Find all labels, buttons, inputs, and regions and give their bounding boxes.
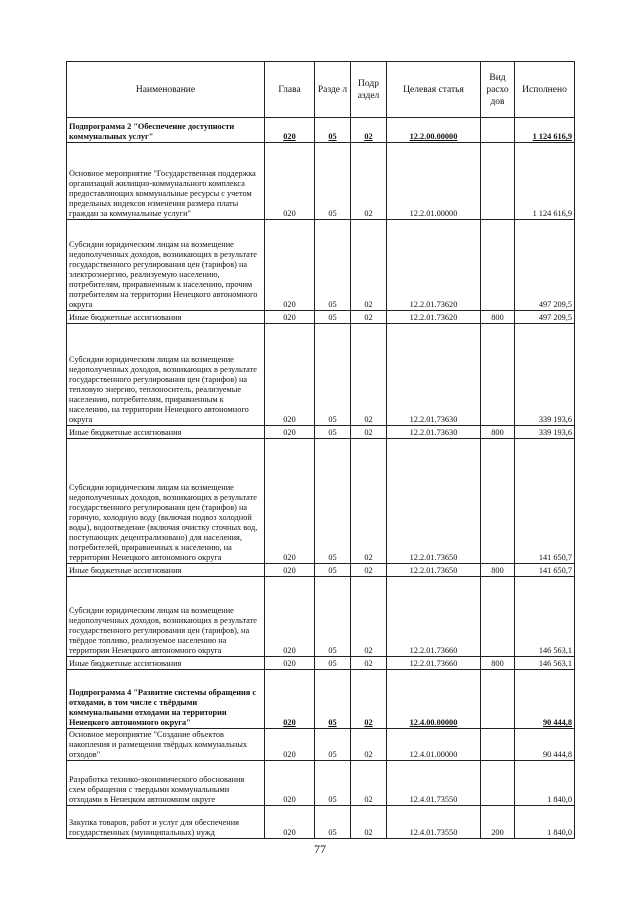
row-amount: 146 563,1 bbox=[515, 657, 575, 670]
row-amount: 90 444,8 bbox=[515, 670, 575, 729]
row-chapter: 020 bbox=[265, 670, 315, 729]
row-section: 05 bbox=[315, 439, 351, 564]
row-amount: 339 193,6 bbox=[515, 324, 575, 426]
row-amount: 1 840,0 bbox=[515, 761, 575, 806]
row-subsection: 02 bbox=[351, 143, 387, 220]
row-expense-type: 800 bbox=[481, 311, 515, 324]
row-amount: 1 124 616,9 bbox=[515, 143, 575, 220]
row-chapter: 020 bbox=[265, 220, 315, 311]
table-row bbox=[67, 439, 575, 564]
row-subsection: 02 bbox=[351, 670, 387, 729]
header-section: Разде л bbox=[315, 62, 351, 118]
row-expense-type bbox=[481, 439, 515, 564]
row-chapter: 020 bbox=[265, 729, 315, 761]
row-expense-type: 800 bbox=[481, 564, 515, 577]
row-name: Иные бюджетные ассигнования bbox=[67, 564, 265, 577]
row-expense-type bbox=[481, 324, 515, 426]
row-chapter: 020 bbox=[265, 143, 315, 220]
table-row bbox=[67, 670, 575, 729]
row-target: 12.2.01.73620 bbox=[387, 311, 481, 324]
row-section: 05 bbox=[315, 220, 351, 311]
budget-table bbox=[66, 61, 575, 839]
row-section: 05 bbox=[315, 143, 351, 220]
row-chapter: 020 bbox=[265, 426, 315, 439]
table-row bbox=[67, 729, 575, 761]
row-subsection: 02 bbox=[351, 311, 387, 324]
row-section: 05 bbox=[315, 564, 351, 577]
row-name: Субсидии юридическим лицам на возмещение недополученных доходов, возникающих в результате государственного регулирования цен (тарифов) на тепловую энергию, теплоноситель, реализуемые населению, потребителям, приравненным к населению, на территории Ненецкого автономного округа bbox=[67, 324, 265, 426]
row-subsection: 02 bbox=[351, 564, 387, 577]
row-chapter: 020 bbox=[265, 577, 315, 657]
row-chapter: 020 bbox=[265, 761, 315, 806]
row-section: 05 bbox=[315, 311, 351, 324]
row-expense-type: 800 bbox=[481, 426, 515, 439]
header-chapter: Глава bbox=[265, 62, 315, 118]
row-expense-type bbox=[481, 761, 515, 806]
page-number: 77 bbox=[314, 842, 326, 856]
row-expense-type bbox=[481, 577, 515, 657]
table-row bbox=[67, 311, 575, 324]
row-expense-type bbox=[481, 729, 515, 761]
row-chapter: 020 bbox=[265, 324, 315, 426]
row-expense-type bbox=[481, 670, 515, 729]
row-expense-type: 200 bbox=[481, 806, 515, 839]
row-section: 05 bbox=[315, 577, 351, 657]
table-row bbox=[67, 806, 575, 839]
table-row bbox=[67, 657, 575, 670]
row-name: Разработка технико-экономического обоснования схем обращения с твердыми коммунальными отходами в Ненецком автономном округе bbox=[67, 761, 265, 806]
row-name: Подпрограмма 2 "Обеспечение доступности коммунальных услуг" bbox=[67, 118, 265, 143]
row-chapter: 020 bbox=[265, 564, 315, 577]
table-row bbox=[67, 577, 575, 657]
row-name: Субсидии юридическим лицам на возмещение недополученных доходов, возникающих в результате государственного регулирования цен (тарифов), на твёрдое топливо, реализуемое населению на территории Ненецкого автономного округа bbox=[67, 577, 265, 657]
row-chapter: 020 bbox=[265, 657, 315, 670]
table-row bbox=[67, 761, 575, 806]
row-name: Закупка товаров, работ и услуг для обеспечения государственных (муниципальных) нужд bbox=[67, 806, 265, 839]
table-row bbox=[67, 564, 575, 577]
row-section: 05 bbox=[315, 426, 351, 439]
row-section: 05 bbox=[315, 657, 351, 670]
row-chapter: 020 bbox=[265, 806, 315, 839]
row-name: Основное мероприятие "Государственная поддержка организаций жилищно-коммунального комплекса предоставляющих коммунальные ресурсы с учетом предельных индексов изменения размера платы граждан за коммунальные услуги" bbox=[67, 143, 265, 220]
header-executed: Исполнено bbox=[515, 62, 575, 118]
row-subsection: 02 bbox=[351, 761, 387, 806]
row-expense-type bbox=[481, 143, 515, 220]
row-target: 12.2.01.73650 bbox=[387, 564, 481, 577]
row-target: 12.2.01.73650 bbox=[387, 439, 481, 564]
table-row bbox=[67, 324, 575, 426]
row-name: Подпрограмма 4 "Развитие системы обращения с отходами, в том числе с твёрдыми коммунальными отходами на территории Ненецкого автономного округа" bbox=[67, 670, 265, 729]
header-expense-type: Вид расхо дов bbox=[481, 62, 515, 118]
row-name: Субсидии юридическим лицам на возмещение недополученных доходов, возникающих в результате государственного регулирования цен (тарифов) на электроэнергию, реализуемую населению, потребителям, приравненным к населению, прочим потребителям на территории Ненецкого автономного округа bbox=[67, 220, 265, 311]
row-section: 05 bbox=[315, 670, 351, 729]
row-name: Иные бюджетные ассигнования bbox=[67, 426, 265, 439]
row-target: 12.2.01.73630 bbox=[387, 324, 481, 426]
row-name: Иные бюджетные ассигнования bbox=[67, 657, 265, 670]
row-amount: 141 650,7 bbox=[515, 564, 575, 577]
header-subsection: Подр аздел bbox=[351, 62, 387, 118]
table-row bbox=[67, 118, 575, 143]
row-section: 05 bbox=[315, 118, 351, 143]
row-target: 12.4.01.73550 bbox=[387, 806, 481, 839]
row-name: Основное мероприятие "Создание объектов накопления и размещения твёрдых коммунальных отходов" bbox=[67, 729, 265, 761]
table-row bbox=[67, 220, 575, 311]
row-amount: 497 209,5 bbox=[515, 220, 575, 311]
row-name: Иные бюджетные ассигнования bbox=[67, 311, 265, 324]
row-amount: 90 444,8 bbox=[515, 729, 575, 761]
row-section: 05 bbox=[315, 729, 351, 761]
row-name: Субсидии юридическим лицам на возмещение недополученных доходов, возникающих в результате государственного регулирования цен (тарифов) на горячую, холодную воду (включая подвоз холодной воды), водоотведение (включая очистку сточных вод, поступающих децентрализовано) для населения, потребителей, приравненных к населению, на территории Ненецкого автономного округа bbox=[67, 439, 265, 564]
row-target: 12.2.01.73660 bbox=[387, 577, 481, 657]
row-expense-type bbox=[481, 118, 515, 143]
row-subsection: 02 bbox=[351, 439, 387, 564]
row-target: 12.4.00.00000 bbox=[387, 670, 481, 729]
row-target: 12.4.01.73550 bbox=[387, 761, 481, 806]
row-amount: 1 840,0 bbox=[515, 806, 575, 839]
row-chapter: 020 bbox=[265, 311, 315, 324]
row-subsection: 02 bbox=[351, 118, 387, 143]
row-target: 12.2.00.00000 bbox=[387, 118, 481, 143]
table-header-row bbox=[67, 62, 575, 118]
table-row bbox=[67, 426, 575, 439]
row-subsection: 02 bbox=[351, 426, 387, 439]
row-subsection: 02 bbox=[351, 577, 387, 657]
row-subsection: 02 bbox=[351, 324, 387, 426]
table-row bbox=[67, 143, 575, 220]
row-section: 05 bbox=[315, 761, 351, 806]
row-target: 12.2.01.73620 bbox=[387, 220, 481, 311]
row-chapter: 020 bbox=[265, 118, 315, 143]
header-target: Целевая статья bbox=[387, 62, 481, 118]
row-amount: 141 650,7 bbox=[515, 439, 575, 564]
row-target: 12.2.01.73630 bbox=[387, 426, 481, 439]
row-subsection: 02 bbox=[351, 806, 387, 839]
row-target: 12.4.01.00000 bbox=[387, 729, 481, 761]
row-amount: 497 209,5 bbox=[515, 311, 575, 324]
row-amount: 339 193,6 bbox=[515, 426, 575, 439]
row-section: 05 bbox=[315, 806, 351, 839]
row-subsection: 02 bbox=[351, 729, 387, 761]
row-target: 12.2.01.73660 bbox=[387, 657, 481, 670]
header-name: Наименование bbox=[67, 62, 265, 118]
row-section: 05 bbox=[315, 324, 351, 426]
row-amount: 146 563,1 bbox=[515, 577, 575, 657]
row-subsection: 02 bbox=[351, 657, 387, 670]
row-amount: 1 124 616,9 bbox=[515, 118, 575, 143]
row-subsection: 02 bbox=[351, 220, 387, 311]
row-expense-type: 800 bbox=[481, 657, 515, 670]
row-chapter: 020 bbox=[265, 439, 315, 564]
row-target: 12.2.01.00000 bbox=[387, 143, 481, 220]
row-expense-type bbox=[481, 220, 515, 311]
